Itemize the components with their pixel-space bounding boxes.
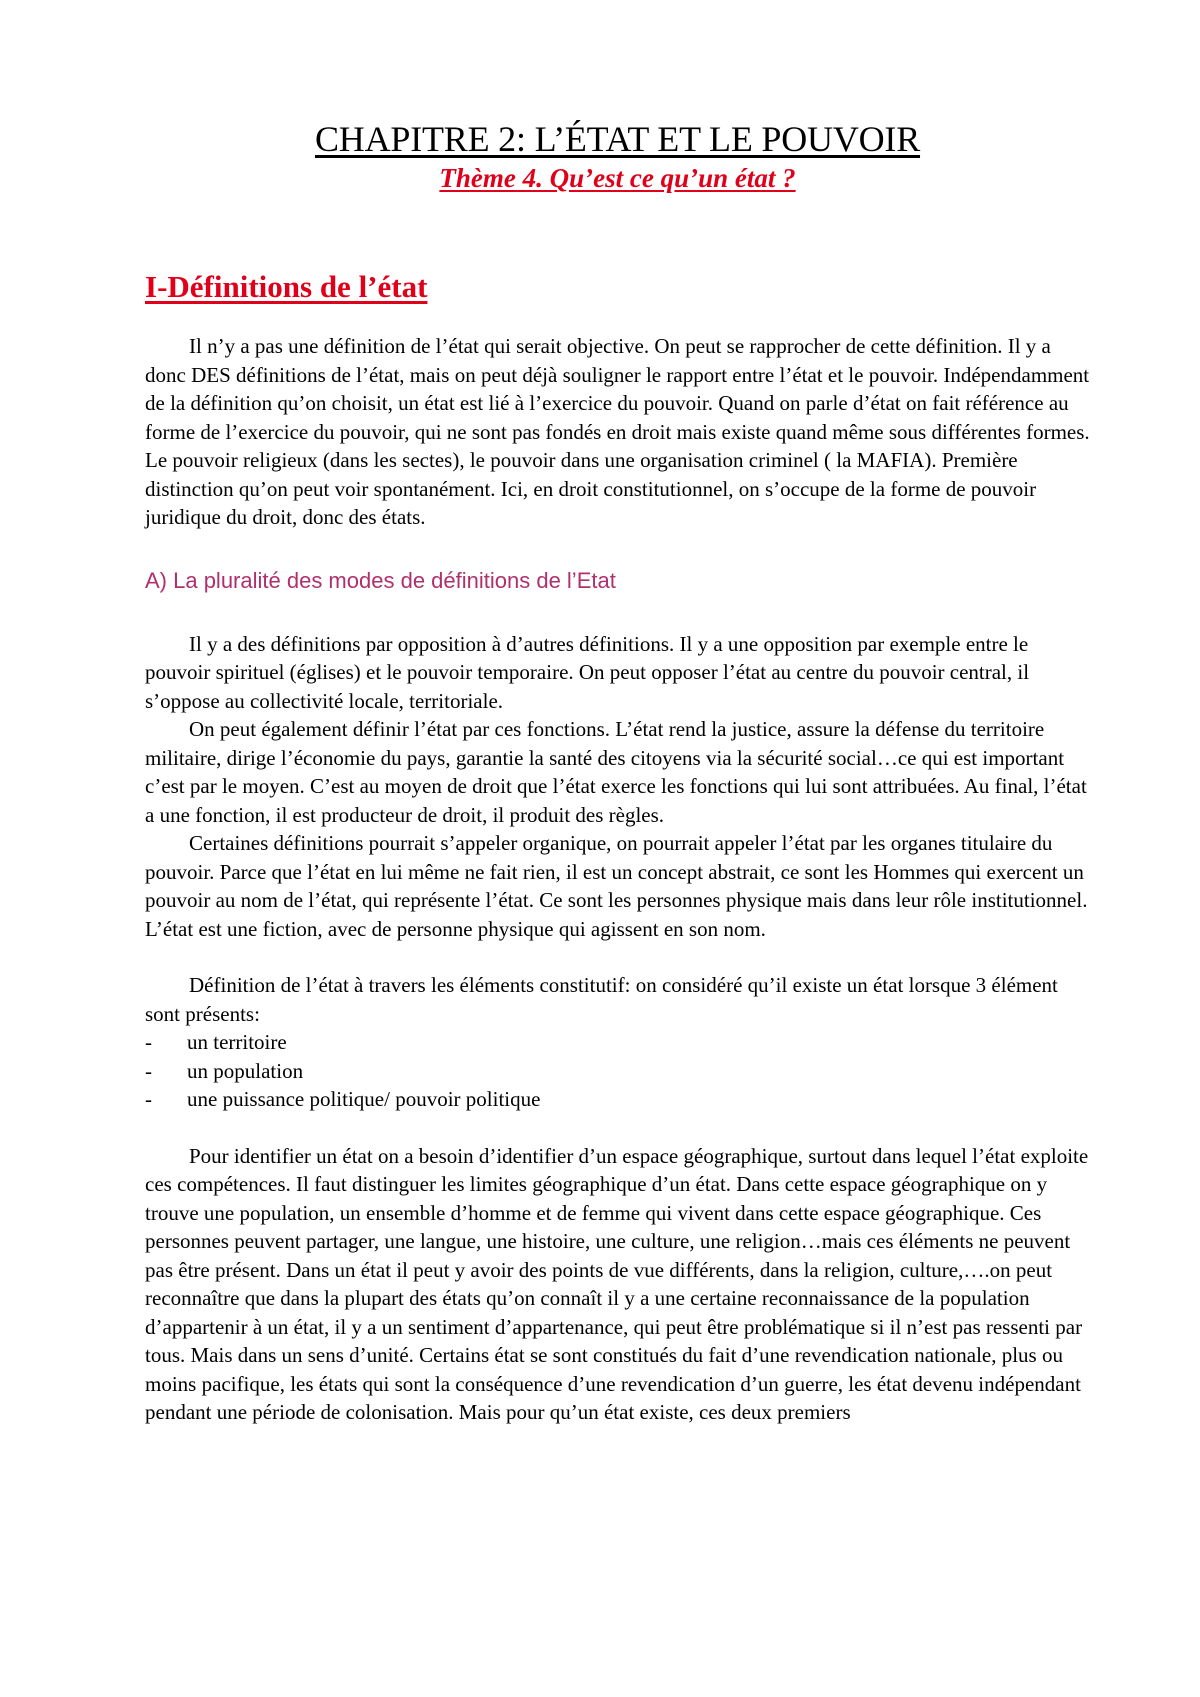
bullet-marker: -: [145, 1087, 152, 1111]
chapter-title: CHAPITRE 2: L’ÉTAT ET LE POUVOIR: [314, 119, 921, 159]
paragraph-opposition: Il y a des définitions par opposition à d’autres définitions. Il y a une opposition par exemple entre le pouvoir spirituel (églises) et le pouvoir temporaire. On peut opposer l’état au centre du pouvoir central, il s’oppose au collectivité locale, territoriale.: [145, 631, 1030, 713]
list-item: [145, 1028, 1090, 1057]
bullet-marker: -: [145, 1058, 152, 1083]
list-item-text: une puissance politique/ pouvoir politique: [187, 1087, 541, 1111]
list-item-text: un population: [187, 1058, 304, 1083]
elements-list: [145, 1028, 1090, 1114]
subsection-heading: A) La pluralité des modes de définitions de l’Etat: [145, 567, 616, 593]
bullet-marker: -: [145, 1030, 152, 1054]
intro-paragraph: Il n’y a pas une définition de l’état qui serait objective. On peut se rapprocher de cette définition. Il y a donc DES définitions de l’état, mais on peut déjà souligner le rapport entre l’état et le pouvoir. Indépendamment de la définition qu’on choisit, un état est lié à l’exercice du pouvoir. Quand on parle d’état on fait référence au forme de l’exercice du pouvoir, qui ne sont pas fondés en droit mais existe quand même sous différentes formes. Le pouvoir religieux (dans les sectes), le pouvoir dans une organisation criminel ( la MAFIA). Première distinction qu’on peut voir spontanément. Ici, en droit constitutionnel, on s’occupe de la forme de pouvoir juridique du droit, donc des états.: [145, 334, 1090, 529]
paragraph-fonctions: On peut également définir l’état par ces fonctions. L’état rend la justice, assure la défense du territoire militaire, dirige l’économie du pays, garantie la santé des citoyens via la sécurité social…ce qui est important c’est par le moyen. C’est au moyen de droit que l’état exerce les fonctions qui lui sont attribuées. Au final, l’état a une fonction, il est producteur de droit, il produit des règles.: [145, 717, 1087, 827]
list-item: [145, 1057, 1090, 1086]
paragraph-elements-constitutifs: Définition de l’état à travers les éléments constitutif: on considéré qu’il existe un état lorsque 3 élément sont présents:: [145, 973, 1058, 1026]
section-heading: I-Définitions de l’état: [145, 269, 428, 304]
theme-subtitle: Thème 4. Qu’est ce qu’un état ?: [439, 163, 796, 193]
list-item: [145, 1085, 1090, 1114]
paragraph-organique: Certaines définitions pourrait s’appeler organique, on pourrait appeler l’état par les organes titulaire du pouvoir. Parce que l’état en lui même ne fait rien, il est un concept abstrait, ce sont les Hommes qui exercent un pouvoir au nom de l’état, qui représente l’état. Ce sont les personnes physique mais dans leur rôle institutionnel. L’état est une fiction, avec de personne physique qui agissent en son nom.: [145, 831, 1088, 941]
list-item-text: un territoire: [187, 1030, 287, 1054]
paragraph-espace-geographique: Pour identifier un état on a besoin d’identifier d’un espace géographique, surtout dans lequel l’état exploite ces compétences. Il faut distinguer les limites géographique d’un état. Dans cette espace géographique on y trouve une population, un ensemble d’homme et de femme qui vivent dans cette espace géographique. Ces personnes peuvent partager, une langue, une histoire, une culture, une religion…mais ces éléments ne peuvent pas être présent. Dans un état il peut y avoir des points de vue différents, dans la religion, culture,….on peut reconnaître que dans la plupart des états qu’on connaît il y a une certaine reconnaissance de la population d’appartenir à un état, il y a un sentiment d’appartenance, qui peut être problématique si il n’est pas ressenti par tous. Mais dans un sens d’unité. Certains état se sont constitués du fait d’une revendication nationale, plus ou moins pacifique, les états qui sont la conséquence d’une revendication d’un guerre, les état devenu indépendant pendant une période de colonisation. Mais pour qu’un état existe, ces deux premiers: [145, 1143, 1089, 1424]
